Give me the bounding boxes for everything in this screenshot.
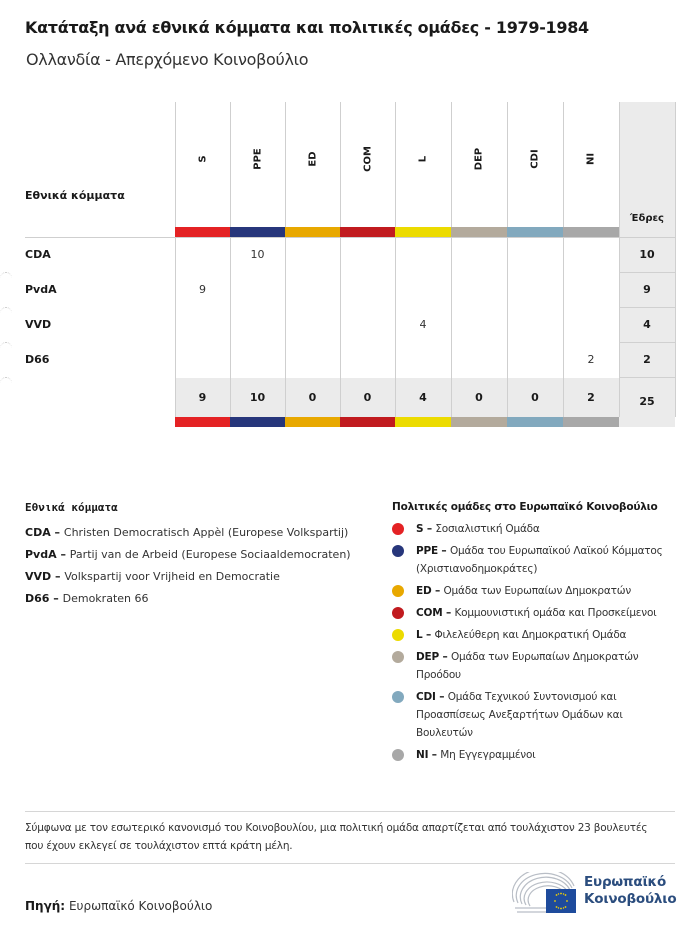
footnote: Σύμφωνα με τον εσωτερικό κανονισμό του Κοινοβουλίου, μια πολιτική ομάδα απαρτίζεται από τουλάχιστον 23 βουλευτές που έχουν εκλεγεί σε τουλάχιστον επτά κράτη μέλη.	[25, 822, 648, 852]
column-header-label: DEP	[473, 147, 485, 171]
column-header-label: PPE	[252, 148, 263, 170]
dash: –	[50, 526, 64, 539]
table-cell	[175, 237, 230, 272]
group-color-bar	[507, 227, 563, 237]
group-color-bar-bottom	[451, 417, 507, 427]
group-name: Φιλελεύθερη και Δημοκρατική Ομάδα	[434, 629, 627, 641]
dash: –	[438, 651, 451, 663]
column-total: 2	[587, 391, 595, 404]
ep-logo	[512, 872, 682, 914]
table-cell: 9	[199, 283, 206, 296]
source-line	[25, 899, 212, 913]
group-name: Σοσιαλιστική Ομάδα	[435, 523, 540, 535]
table-cell	[285, 272, 340, 307]
group-color-bar-bottom	[395, 417, 451, 427]
source-value: Ευρωπαϊκό Κοινοβούλιο	[68, 899, 213, 913]
groups-legend-title: Πολιτικές ομάδες στο Ευρωπαϊκό Κοινοβούλιο	[392, 501, 658, 513]
row-party-label: D66	[25, 353, 50, 366]
national-party-item	[25, 588, 385, 610]
political-groups-legend	[392, 501, 682, 768]
dash: –	[423, 523, 436, 535]
page-subtitle: Ολλανδία - Απερχόμενο Κοινοβούλιο	[26, 50, 309, 69]
column-total: 0	[308, 391, 317, 404]
table-cell	[285, 307, 340, 342]
group-name: Κομμουνιστική ομάδα και Προσκείμενοι	[454, 607, 657, 619]
party-name: Christen Democratisch Appèl (Europese Volkspartij)	[63, 526, 349, 539]
seats-divider	[619, 377, 675, 378]
group-name: Μη Εγγεγραμμένοι	[440, 749, 536, 761]
dash: –	[431, 585, 444, 597]
group-code: DEP	[416, 651, 439, 663]
column-divider	[675, 102, 676, 417]
table-cell	[285, 237, 340, 272]
seat-distribution-table	[0, 0, 700, 440]
page-title: Κατάταξη ανά εθνικά κόμματα και πολιτικές ομάδες - 1979-1984	[25, 18, 589, 37]
divider	[25, 811, 675, 812]
column-header-label: ED	[307, 151, 318, 167]
row-party-label: PvdA	[25, 283, 57, 296]
table-cell: 10	[250, 248, 265, 261]
political-group-item	[392, 520, 682, 538]
table-cell	[507, 237, 563, 272]
group-color-dot-icon	[392, 749, 404, 761]
group-color-dot-icon	[392, 545, 404, 557]
column-header-ed	[285, 102, 340, 227]
column-header-dep	[451, 102, 507, 227]
logo-text	[584, 874, 676, 908]
column-header-label: NI	[585, 152, 597, 166]
row-divider	[0, 272, 12, 285]
party-name: Volkspartij voor Vrijheid en Democratie	[64, 570, 280, 583]
row-party-label: CDA	[25, 248, 51, 261]
table-cell	[340, 272, 395, 307]
row-seat-total: 10	[639, 248, 655, 261]
table-cell	[395, 237, 451, 272]
table-cell	[451, 237, 507, 272]
column-header-com	[340, 102, 395, 227]
row-header-label: Εθνικά κόμματα	[25, 189, 125, 202]
table-cell	[175, 307, 230, 342]
row-divider	[0, 342, 12, 355]
group-name: Ομάδα των Ευρωπαίων Δημοκρατών Προόδου	[416, 651, 639, 681]
group-color-bar	[175, 227, 230, 237]
table-cell	[230, 272, 285, 307]
political-group-item	[392, 648, 682, 684]
column-header-ni	[563, 102, 619, 227]
dash: –	[435, 691, 448, 703]
group-color-bar	[285, 227, 340, 237]
group-name: Ομάδα του Ευρωπαϊκού Λαϊκού Κόμματος (Χριστιανοδημοκράτες)	[416, 545, 663, 575]
dash: –	[56, 548, 70, 561]
column-header-label: L	[417, 155, 429, 163]
party-code: PvdA	[25, 548, 57, 561]
logo-line-1: Ευρωπαϊκό	[584, 874, 667, 890]
group-color-dot-icon	[392, 691, 404, 703]
group-code: CDI	[416, 691, 436, 703]
logo-line-2: Κοινοβούλιο	[584, 891, 677, 907]
group-name: Ομάδα Τεχνικού Συντονισμού και Προασπίσεως Ανεξαρτήτων Ομάδων και Βουλευτών	[416, 691, 623, 739]
group-code: COM	[416, 607, 443, 619]
group-color-dot-icon	[392, 651, 404, 663]
party-code: VVD	[25, 570, 52, 583]
group-color-bar-bottom	[340, 417, 395, 427]
table-cell	[395, 342, 451, 377]
national-party-item	[25, 544, 385, 566]
column-total: 0	[531, 391, 539, 404]
column-header-label: CDI	[529, 149, 541, 169]
group-color-bar	[451, 227, 507, 237]
national-party-item	[25, 566, 385, 588]
column-total: 4	[419, 391, 427, 404]
column-total: 10	[249, 391, 266, 404]
political-group-item	[392, 604, 682, 622]
national-parties-legend	[25, 501, 385, 610]
table-cell: 4	[419, 318, 427, 331]
table-cell	[563, 272, 619, 307]
group-code: NI	[416, 749, 429, 761]
column-header-l	[395, 102, 451, 227]
group-color-dot-icon	[392, 629, 404, 641]
parliament-hemicycle-icon	[512, 872, 580, 914]
column-header-label: S	[197, 155, 208, 163]
table-cell	[563, 307, 619, 342]
column-header-cdi	[507, 102, 563, 227]
political-group-item	[392, 542, 682, 578]
table-cell	[285, 342, 340, 377]
column-total: 9	[198, 391, 207, 404]
table-cell	[340, 307, 395, 342]
table-cell	[395, 272, 451, 307]
group-color-bar-bottom	[230, 417, 285, 427]
table-cell	[340, 237, 395, 272]
divider	[25, 863, 675, 864]
column-header-label: COM	[362, 146, 373, 172]
group-code: S	[416, 523, 424, 535]
political-group-item	[392, 626, 682, 644]
group-color-bar	[230, 227, 285, 237]
table-cell	[175, 342, 230, 377]
group-color-bar	[340, 227, 395, 237]
national-party-item	[25, 522, 385, 544]
row-seat-total: 4	[643, 318, 651, 331]
row-party-label: VVD	[25, 318, 52, 331]
party-name: Partij van de Arbeid (Europese Sociaaldemocraten)	[69, 548, 351, 561]
group-color-bar-bottom	[507, 417, 563, 427]
table-cell	[340, 342, 395, 377]
dash: –	[442, 607, 455, 619]
source-label: Πηγή:	[25, 899, 66, 913]
table-cell	[451, 307, 507, 342]
group-color-bar-bottom	[175, 417, 230, 427]
political-group-item	[392, 582, 682, 600]
group-color-bar-bottom	[285, 417, 340, 427]
column-total: 0	[363, 391, 372, 404]
national-legend-title: Εθνικά κόμματα	[25, 501, 118, 514]
group-color-bar	[395, 227, 451, 237]
group-color-dot-icon	[392, 607, 404, 619]
group-color-bar	[563, 227, 619, 237]
seats-header: Έδρες	[630, 213, 664, 224]
row-seat-total: 2	[643, 353, 651, 366]
table-cell	[507, 307, 563, 342]
group-name: Ομάδα των Ευρωπαίων Δημοκρατών	[443, 585, 631, 597]
political-group-item	[392, 746, 682, 764]
party-code: D66	[25, 592, 50, 605]
table-cell	[507, 342, 563, 377]
row-divider	[0, 307, 12, 320]
dash: –	[422, 629, 435, 641]
dash: –	[51, 570, 65, 583]
political-group-item	[392, 688, 682, 742]
table-cell	[451, 272, 507, 307]
group-color-dot-icon	[392, 585, 404, 597]
group-color-bar-bottom	[563, 417, 619, 427]
dash: –	[437, 545, 450, 557]
group-code: ED	[416, 585, 432, 597]
table-cell: 2	[587, 353, 595, 366]
table-cell	[451, 342, 507, 377]
column-header-s	[175, 102, 230, 227]
table-cell	[230, 307, 285, 342]
column-total: 0	[475, 391, 483, 404]
group-code: L	[416, 629, 423, 641]
row-divider	[0, 377, 12, 390]
table-cell	[230, 342, 285, 377]
row-seat-total: 9	[643, 283, 651, 296]
party-code: CDA	[25, 526, 51, 539]
table-cell	[507, 272, 563, 307]
grand-total: 25	[639, 395, 655, 408]
column-header-ppe	[230, 102, 285, 227]
dash: –	[428, 749, 441, 761]
group-color-dot-icon	[392, 523, 404, 535]
table-cell	[563, 237, 619, 272]
party-name: Demokraten 66	[62, 592, 149, 605]
dash: –	[49, 592, 63, 605]
group-code: PPE	[416, 545, 438, 557]
